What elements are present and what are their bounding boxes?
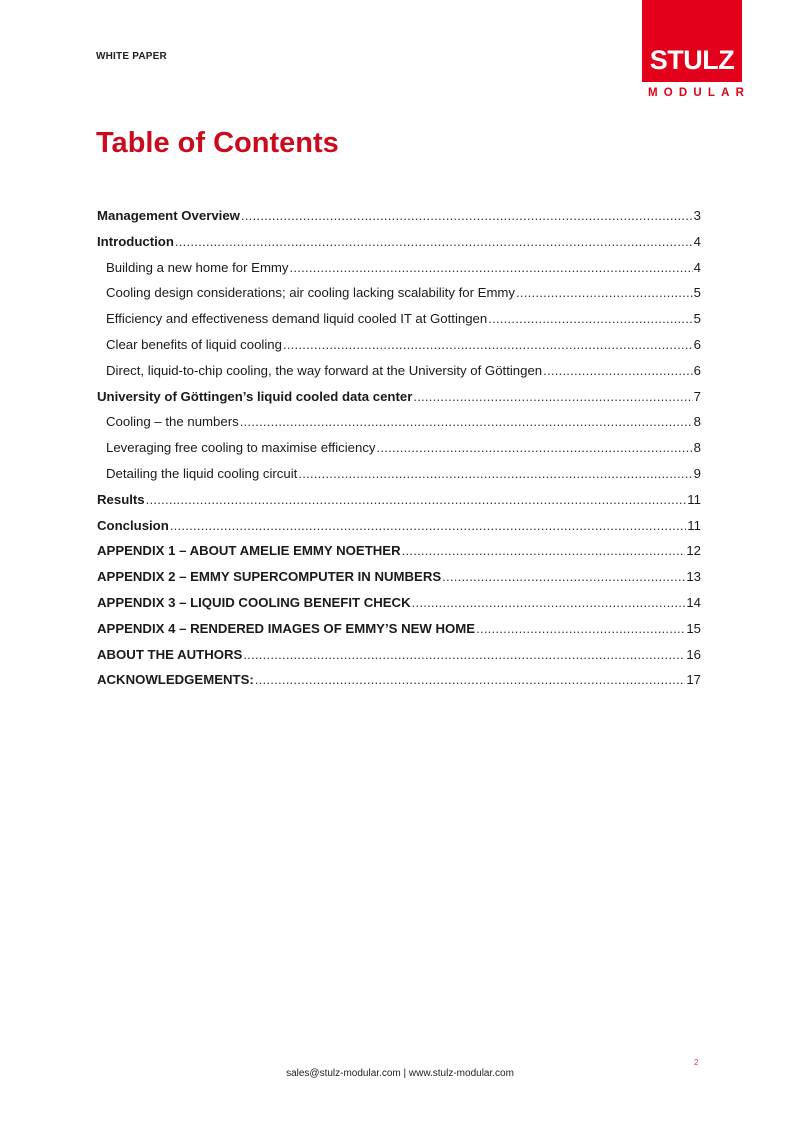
toc-dot-leader: [488, 311, 692, 326]
document-type-label: WHITE PAPER: [96, 51, 167, 62]
toc-entry[interactable]: [97, 311, 701, 337]
toc-entry-label: Cooling – the numbers: [106, 414, 239, 430]
toc-dot-leader: [243, 647, 685, 662]
toc-entry-label: Management Overview: [97, 208, 240, 223]
toc-entry[interactable]: [97, 208, 701, 234]
toc-entry-label: APPENDIX 4 – RENDERED IMAGES OF EMMY’S NEW HOME: [97, 620, 476, 636]
page-number: 2: [694, 1058, 699, 1067]
toc-entry-page: 6: [693, 336, 701, 352]
toc-dot-leader: [290, 260, 693, 275]
toc-entry-page: 17: [686, 672, 701, 688]
toc-dot-leader: [413, 389, 692, 404]
toc-entry-label: Conclusion: [97, 517, 169, 533]
toc-dot-leader: [412, 595, 686, 610]
toc-entry[interactable]: [97, 672, 701, 698]
toc-entry-page: 14: [686, 594, 701, 610]
toc-entry-label: Direct, liquid-to-chip cooling, the way forward at the University of Göttingen: [106, 362, 543, 378]
toc-entry-label: Clear benefits of liquid cooling: [106, 336, 282, 352]
toc-entry-page: 3: [693, 208, 701, 223]
toc-entry-page: 8: [693, 414, 701, 430]
toc-entry-label: Detailing the liquid cooling circuit: [106, 465, 298, 481]
toc-dot-leader: [377, 440, 693, 455]
toc-entry-page: 6: [693, 362, 701, 378]
toc-entry[interactable]: [97, 440, 701, 466]
toc-entry[interactable]: [97, 492, 701, 518]
table-of-contents: [97, 208, 701, 698]
toc-entry-page: 7: [693, 388, 701, 404]
toc-entry[interactable]: [97, 621, 701, 647]
toc-entry[interactable]: [97, 466, 701, 492]
toc-entry[interactable]: [97, 543, 701, 569]
toc-entry[interactable]: [97, 518, 701, 544]
toc-entry-page: 15: [686, 620, 701, 636]
toc-entry-label: Cooling design considerations; air cooling lacking scalability for Emmy: [106, 285, 516, 301]
toc-dot-leader: [170, 518, 686, 533]
toc-entry-page: 4: [693, 259, 701, 275]
toc-dot-leader: [240, 414, 693, 429]
toc-entry-page: 5: [693, 285, 701, 301]
toc-entry-page: 9: [693, 465, 701, 481]
footer-separator: |: [403, 1068, 407, 1079]
toc-entry-page: 11: [687, 517, 701, 533]
toc-dot-leader: [283, 337, 693, 352]
footer-email-link[interactable]: sales@stulz-modular.com: [286, 1068, 401, 1079]
toc-dot-leader: [543, 363, 693, 378]
toc-entry[interactable]: [97, 260, 701, 286]
toc-entry-label: Results: [97, 491, 145, 507]
toc-dot-leader: [402, 543, 686, 558]
toc-entry[interactable]: [97, 389, 701, 415]
toc-entry[interactable]: [97, 595, 701, 621]
toc-entry-page: 5: [693, 311, 701, 327]
page-title: Table of Contents: [96, 127, 339, 159]
toc-entry-label: APPENDIX 2 – EMMY SUPERCOMPUTER IN NUMBERS: [97, 569, 442, 585]
toc-entry-label: Leveraging free cooling to maximise efficiency: [106, 440, 376, 456]
toc-entry-label: APPENDIX 1 – ABOUT AMELIE EMMY NOETHER: [97, 543, 401, 559]
footer-website-link[interactable]: www.stulz-modular.com: [408, 1068, 514, 1079]
toc-entry[interactable]: [97, 569, 701, 595]
toc-entry-label: ACKNOWLEDGEMENTS:: [97, 672, 254, 688]
toc-dot-leader: [442, 569, 685, 584]
toc-entry-page: 16: [686, 646, 701, 662]
toc-entry-label: Building a new home for Emmy: [106, 259, 289, 275]
toc-entry-label: APPENDIX 3 – LIQUID COOLING BENEFIT CHECK: [97, 594, 411, 610]
toc-dot-leader: [255, 672, 686, 687]
toc-entry-label: ABOUT THE AUTHORS: [97, 646, 243, 662]
toc-entry-page: 13: [686, 569, 701, 585]
stulz-logo: [642, 0, 742, 82]
toc-entry[interactable]: [97, 337, 701, 363]
toc-entry-label: University of Göttingen’s liquid cooled data center: [97, 388, 413, 404]
toc-dot-leader: [298, 466, 692, 481]
toc-dot-leader: [516, 285, 693, 300]
toc-dot-leader: [476, 621, 685, 636]
toc-entry[interactable]: [97, 285, 701, 311]
logo-subtitle: MODULAR: [648, 87, 751, 99]
logo-brand-text: STULZ: [649, 45, 735, 75]
toc-dot-leader: [175, 234, 693, 249]
toc-entry-page: 12: [686, 543, 701, 559]
toc-entry-label: Efficiency and effectiveness demand liquid cooled IT at Gottingen: [106, 311, 488, 327]
toc-dot-leader: [241, 208, 693, 223]
toc-entry[interactable]: [97, 363, 701, 389]
toc-entry-page: 4: [693, 233, 701, 249]
toc-entry-page: 8: [693, 440, 701, 456]
footer-contact: [0, 1068, 800, 1079]
toc-entry[interactable]: [97, 234, 701, 260]
toc-entry-page: 11: [687, 491, 701, 507]
toc-dot-leader: [146, 492, 687, 507]
toc-entry-label: Introduction: [97, 233, 174, 249]
toc-entry[interactable]: [97, 414, 701, 440]
toc-entry[interactable]: [97, 647, 701, 673]
